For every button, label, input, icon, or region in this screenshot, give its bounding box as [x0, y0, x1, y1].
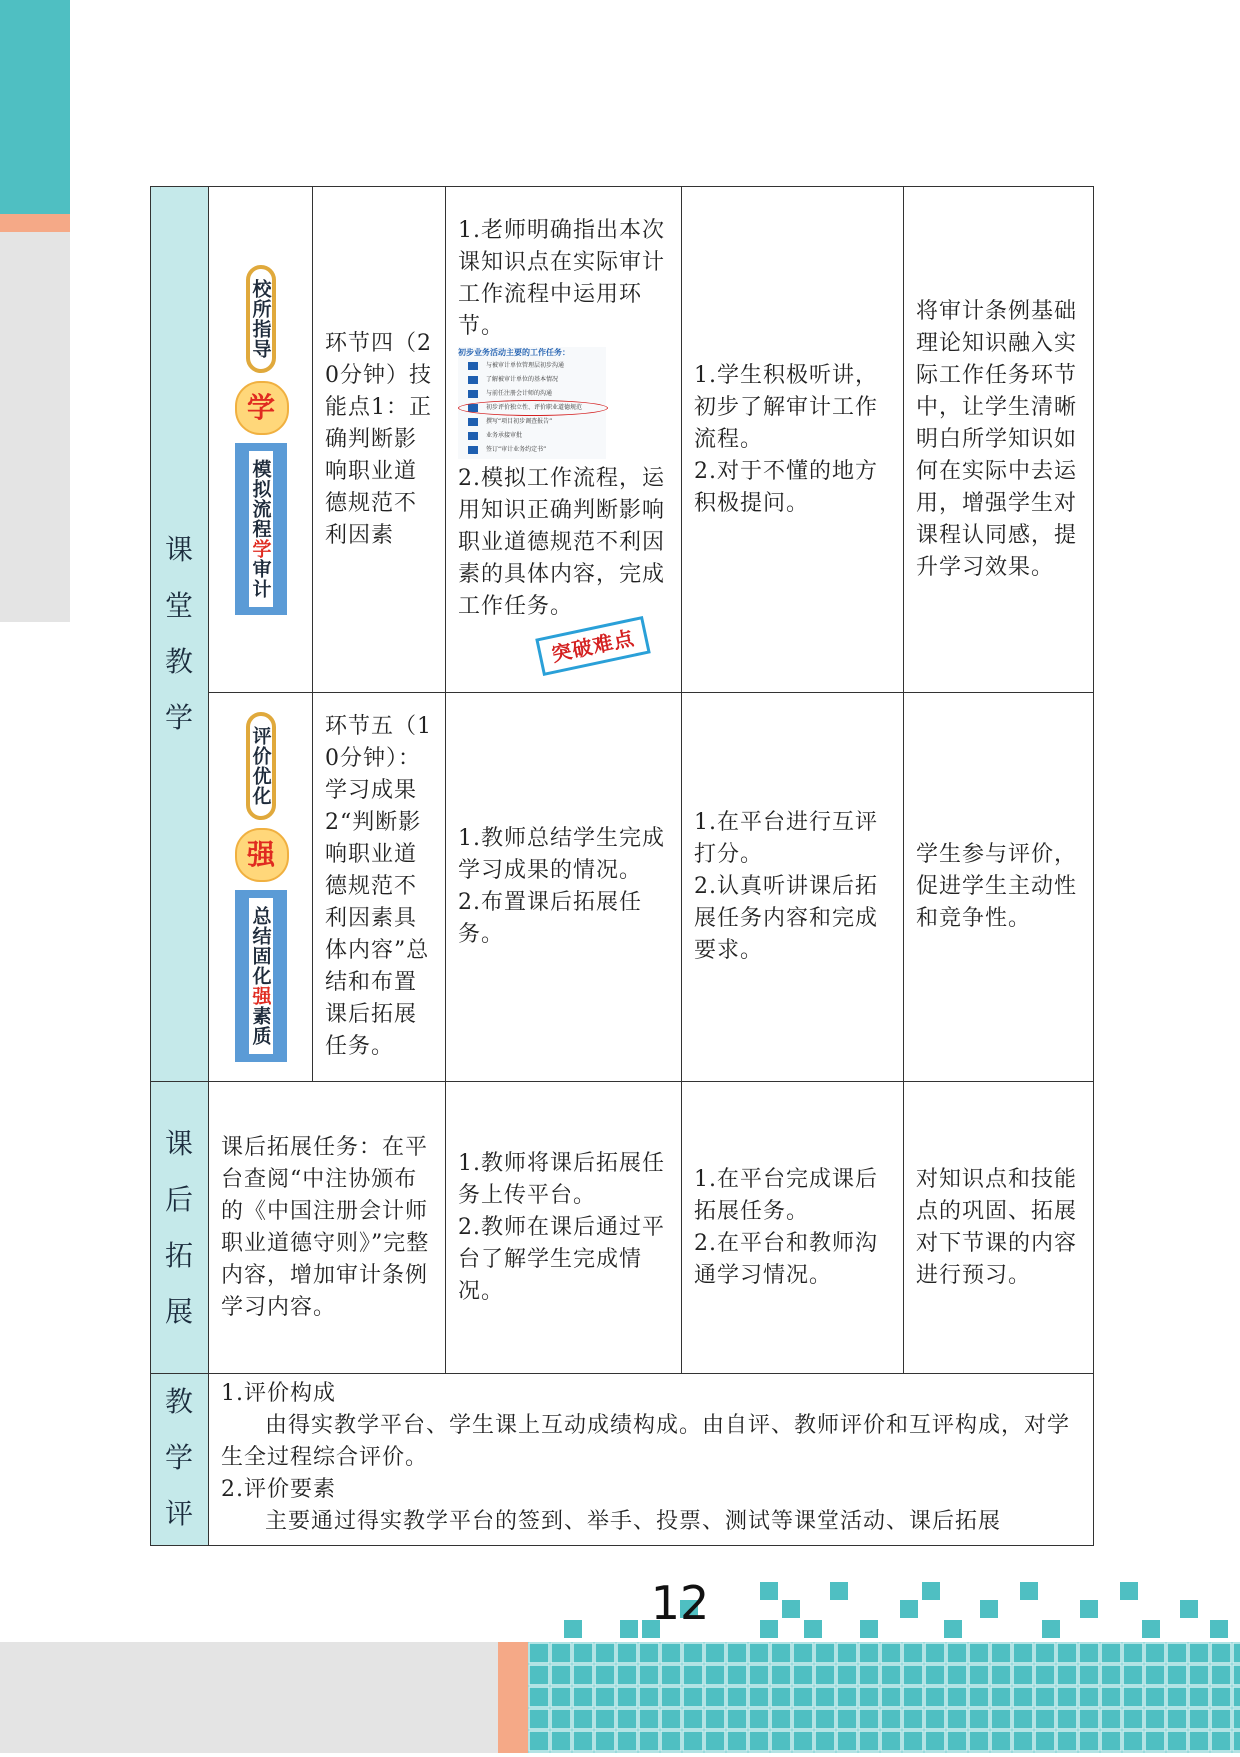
footer-grey-band: [0, 1642, 498, 1753]
segment-cell: 环节四（20分钟）技能点1：正确判断影响职业道德规范不利因素: [313, 187, 446, 693]
badge-top-label: 评价优化: [246, 712, 276, 820]
side-salmon-bar: [0, 214, 70, 232]
side-grey-bar: [0, 232, 70, 622]
teacher-activity-cell: 1.老师明确指出本次课知识点在实际审计工作流程中运用环节。 初步业务活动主要的工作任务： 与被审计单位管理层初步沟通 了解被审计单位的基本情况 与前任注册会计师的沟通 初步评价独立性、评价职业道德规范 撰写“项目初步调查报告” 业务承接审批 签订“审计业务约定书” 2.模拟工作流程，运用知识正确判断影响职业道德规范不利因素的具体内容，完成工作任务。 突破难点: [446, 187, 682, 693]
side-teal-bar: [0, 0, 70, 214]
table-row: [151, 693, 1094, 1082]
evaluation-cell: 1.评价构成 由得实教学平台、学生课上互动成绩构成。由自评、教师评价和互评构成，对学生全过程综合评价。 2.评价要素 主要通过得实教学平台的签到、举手、投票、测试等课堂活动、课后拓展: [209, 1374, 1094, 1546]
footer-grid-pattern: [528, 1642, 1240, 1753]
eval-heading-2: 2.评价要素: [221, 1477, 336, 1502]
design-intent-cell: 学生参与评价，促进学生主动性和竞争性。: [904, 693, 1094, 1082]
after-class-task-cell: 课后拓展任务：在平台查阅“中注协颁布的《中国注册会计师职业道德守则》”完整内容，增加审计条例学习内容。: [209, 1082, 446, 1374]
badge-strengthen: 评价优化 强 总结固化强素质: [209, 693, 313, 1082]
footer-teal-band: [528, 1642, 1240, 1753]
section-after-class: 课后拓展: [151, 1082, 209, 1374]
design-intent-cell: 将审计条例基础理论知识融入实际工作任务环节中，让学生清晰明白所学知识如何在实际中去运用，增强学生对课程认同感，提升学习效果。: [904, 187, 1094, 693]
highlight-oval: [458, 400, 608, 416]
table-row: [151, 187, 1094, 693]
badge-circle-label: 学: [235, 381, 289, 435]
footer-salmon-band: [498, 1642, 528, 1753]
student-activity-cell: 1.学生积极听讲，初步了解审计工作流程。 2.对于不懂的地方积极提问。: [682, 187, 904, 693]
student-activity-cell: 1.在平台完成课后拓展任务。 2.在平台和教师沟通学习情况。: [682, 1082, 904, 1374]
page-number: 12: [650, 1576, 710, 1630]
design-intent-cell: 对知识点和技能点的巩固、拓展对下节课的内容进行预习。: [904, 1082, 1094, 1374]
workflow-thumbnail: 初步业务活动主要的工作任务： 与被审计单位管理层初步沟通 了解被审计单位的基本情况 与前任注册会计师的沟通 初步评价独立性、评价职业道德规范 撰写“项目初步调查报告” 业务承接审批 签订“审计业务约定书”: [458, 347, 606, 459]
section-evaluation: 教学评: [151, 1374, 209, 1546]
badge-circle-label: 强: [235, 828, 289, 882]
teacher-activity-cell: 1.教师将课后拓展任务上传平台。 2.教师在课后通过平台了解学生完成情况。: [446, 1082, 682, 1374]
badge-top-label: 校所指导: [246, 265, 276, 373]
student-activity-cell: 1.在平台进行互评打分。 2.认真听讲课后拓展任务内容和完成要求。: [682, 693, 904, 1082]
segment-cell: 环节五（10分钟）：学习成果2“判断影响职业道德规范不利因素具体内容”总结和布置课后拓展任务。: [313, 693, 446, 1082]
eval-heading-1: 1.评价构成: [221, 1381, 336, 1406]
table-row: [151, 1082, 1094, 1374]
section-classroom: 课堂教学: [151, 187, 209, 1082]
lesson-plan-table: [150, 186, 1094, 1546]
table-row: [151, 1374, 1094, 1546]
teacher-activity-cell: 1.教师总结学生完成学习成果的情况。 2.布置课后拓展任务。: [446, 693, 682, 1082]
badge-learn: 校所指导 学 模拟流程学审计: [209, 187, 313, 693]
breakthrough-stamp: 突破难点: [535, 615, 650, 675]
